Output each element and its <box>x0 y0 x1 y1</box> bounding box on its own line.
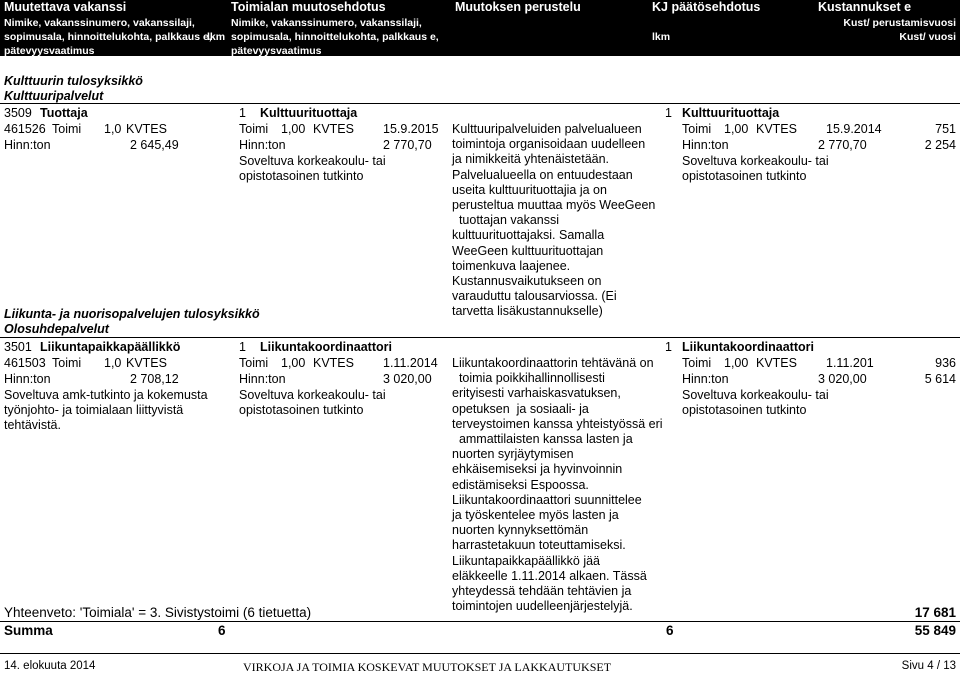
s2-old-requirement-2: työnjohto- ja toimialaan liittyvistä <box>4 403 184 417</box>
s2-reason-line: opetuksen ja sosiaali- ja <box>452 401 589 416</box>
s2-reason-line: Liikuntakoordinaattori suunnittelee <box>452 492 642 507</box>
s1-kj-pay-label: Hinn:ton <box>682 138 729 152</box>
s1-new-date: 15.9.2015 <box>383 122 439 136</box>
s2-new-requirement-1: Soveltuva korkeakoulu- tai <box>239 388 386 402</box>
sum-total: 55 849 <box>914 623 956 638</box>
s1-new-requirement-1: Soveltuva korkeakoulu- tai <box>239 154 386 168</box>
s2-reason-line: nuorten kynnyksettömän <box>452 523 589 538</box>
s2-kj-date: 1.11.201 <box>826 356 874 370</box>
s1-kj-date: 15.9.2014 <box>826 122 882 136</box>
header-col1-lkm: lkm <box>207 31 226 43</box>
header-col3-title: Muutoksen perustelu <box>455 0 581 14</box>
s1-old-pay-value: 2 645,49 <box>130 138 179 152</box>
s1-cost-first-year: 751 <box>935 122 956 136</box>
s2-reason-line: toimia poikkihallinnollisesti <box>452 371 605 386</box>
s1-kj-amount: 1,00 <box>724 122 749 136</box>
s2-reason-line: ammattilaisten kanssa lasten ja <box>452 432 633 447</box>
header-col2-sub3: pätevyysvaatimus <box>231 45 322 57</box>
s2-reason-line: ja työskentelee myös lasten ja <box>452 508 619 523</box>
s2-reason-line: nuorten syrjäytymisen <box>452 447 574 462</box>
footer-divider <box>0 653 960 654</box>
header-col1-sub1: Nimike, vakanssinumero, vakanssilaji, <box>4 17 195 29</box>
s1-reason-line: Kustannusvaikutukseen on <box>452 274 602 289</box>
header-col5-sub2: Kust/ vuosi <box>899 31 956 43</box>
s2-title: Liikuntapaikkapäällikkö <box>40 340 181 354</box>
sum-count-kj: 6 <box>666 623 674 638</box>
s2-kj-amount: 1,00 <box>724 356 749 370</box>
section2-unit-heading: Liikunta- ja nuorisopalvelujen tulosyksikkö <box>4 307 260 321</box>
s1-reason-line: ja nimikkeitä yhtenäistetään. <box>452 152 610 167</box>
s2-old-agreement: KVTES <box>126 356 167 370</box>
footer-title: VIRKOJA JA TOIMIA KOSKEVAT MUUTOKSET JA LAKKAUTUKSET <box>243 660 612 674</box>
s2-cost-per-year: 5 614 <box>924 372 956 386</box>
header-col2-sub2: sopimusala, hinnoittelukohta, palkkaus e, <box>231 31 439 43</box>
s2-new-type: Toimi <box>239 356 269 370</box>
overview-total: 17 681 <box>914 605 956 620</box>
overview-label: Yhteenveto: 'Toimiala' = 3. Sivistystoimi (6 tietuetta) <box>4 605 312 620</box>
header-col5-title: Kustannukset e <box>818 0 912 14</box>
s1-reason-line: tarvetta lisäkustannukselle) <box>452 304 603 319</box>
s2-reason-line: Liikuntakoordinaattorin tehtävänä on <box>452 356 654 370</box>
s2-reason-line: edistämiseksi Espoossa. <box>452 477 589 492</box>
s1-old-number: 461526 <box>4 122 46 136</box>
s2-new-title: Liikuntakoordinaattori <box>260 340 392 354</box>
s1-reason-line: toimintoja organisoidaan uudelleen <box>452 137 646 152</box>
s2-old-pay-value: 2 708,12 <box>130 372 179 386</box>
divider <box>0 621 960 622</box>
s1-reason-line: useita kulttuurituottajia ja on <box>452 182 607 197</box>
s1-kj-requirement-1: Soveltuva korkeakoulu- tai <box>682 154 829 168</box>
s2-kj-count: 1 <box>665 340 672 354</box>
sum-count-current: 6 <box>218 623 226 638</box>
s2-reason-line: Liikuntapaikkapäällikkö jää <box>452 553 601 568</box>
s2-reason <box>452 356 663 614</box>
s2-new-agreement: KVTES <box>313 356 354 370</box>
s1-old-amount: 1,0 <box>104 122 122 136</box>
s1-kj-type: Toimi <box>682 122 712 136</box>
s1-reason-line: tuottajan vakanssi <box>452 213 560 228</box>
s1-reason <box>452 122 655 320</box>
s1-kj-pay-value: 2 770,70 <box>818 138 867 152</box>
section2-service-heading: Olosuhdepalvelut <box>4 322 109 336</box>
s2-reason-line: yhteydessä tehdään tehtävien ja <box>452 584 632 599</box>
s2-new-pay-label: Hinn:ton <box>239 372 286 386</box>
s2-reason-line: eläkkeelle 1.11.2014 alkaen. Tässä <box>452 568 647 583</box>
s1-cost-per-year: 2 254 <box>924 138 956 152</box>
s1-new-pay-label: Hinn:ton <box>239 138 286 152</box>
section1-service-heading: Kulttuuripalvelut <box>4 89 104 103</box>
header-col2-title: Toimialan muutosehdotus <box>231 0 386 14</box>
s1-new-type: Toimi <box>239 122 269 136</box>
s2-kj-pay-value: 3 020,00 <box>818 372 867 386</box>
s1-old-type: Toimi <box>52 122 82 136</box>
s1-code: 3509 <box>4 106 32 120</box>
s1-reason-line: Palvelualueella on entuudestaan <box>452 167 633 182</box>
s1-reason-line: varauduttu talousarviossa. (Ei <box>452 289 617 304</box>
s2-old-amount: 1,0 <box>104 356 122 370</box>
s1-kj-agreement: KVTES <box>756 122 797 136</box>
s1-kj-title: Kulttuurituottaja <box>682 106 780 120</box>
s2-old-requirement-1: Soveltuva amk-tutkinto ja kokemusta <box>4 388 208 402</box>
s2-kj-pay-label: Hinn:ton <box>682 372 729 386</box>
header-col4-lkm: lkm <box>652 31 671 43</box>
s2-old-pay-label: Hinn:ton <box>4 372 51 386</box>
s1-new-amount: 1,00 <box>281 122 306 136</box>
s1-new-requirement-2: opistotasoinen tutkinto <box>239 169 364 183</box>
s2-count: 1 <box>239 340 246 354</box>
s1-new-pay-value: 2 770,70 <box>383 138 432 152</box>
s2-reason-line: harrastetakuun toteuttamiseksi. <box>452 538 626 553</box>
s2-kj-requirement-2: opistotasoinen tutkinto <box>682 403 807 417</box>
s1-old-pay-label: Hinn:ton <box>4 138 51 152</box>
table-header <box>0 0 960 56</box>
header-col5-sub1: Kust/ perustamisvuosi <box>843 17 956 29</box>
s2-kj-type: Toimi <box>682 356 712 370</box>
s2-cost-first-year: 936 <box>935 356 956 370</box>
s1-count: 1 <box>239 106 246 120</box>
s1-reason-line: perusteltua muuttaa myös WeeGeen <box>452 198 656 213</box>
s1-new-title: Kulttuurituottaja <box>260 106 358 120</box>
header-col2-sub1: Nimike, vakanssinumero, vakanssilaji, <box>231 17 422 29</box>
s1-reason-line: Kulttuuripalveluiden palvelualueen <box>452 122 642 136</box>
divider <box>0 103 960 104</box>
s2-new-date: 1.11.2014 <box>383 356 438 370</box>
header-col1-sub3: pätevyysvaatimus <box>4 45 95 57</box>
s2-new-requirement-2: opistotasoinen tutkinto <box>239 403 364 417</box>
s1-reason-line: kulttuurituottajaksi. Samalla <box>452 228 605 243</box>
s2-reason-line: ehkäisemiseksi ja hyvinvoinnin <box>452 462 623 477</box>
s2-kj-title: Liikuntakoordinaattori <box>682 340 814 354</box>
header-col4-title: KJ päätösehdotus <box>652 0 761 14</box>
s2-old-number: 461503 <box>4 356 46 370</box>
s1-reason-line: toimenkuva laajenee. <box>452 258 571 273</box>
s1-title: Tuottaja <box>40 106 88 120</box>
s1-kj-count: 1 <box>665 106 672 120</box>
section1-unit-heading: Kulttuurin tulosyksikkö <box>4 74 143 88</box>
s1-kj-requirement-2: opistotasoinen tutkinto <box>682 169 807 183</box>
s1-reason-line: WeeGeen kulttuurituottajan <box>452 243 604 258</box>
footer-page-number: Sivu 4 / 13 <box>901 660 956 672</box>
s2-code: 3501 <box>4 340 32 354</box>
sum-label: Summa <box>4 623 53 638</box>
s2-new-pay-value: 3 020,00 <box>383 372 432 386</box>
header-col1-sub2: sopimusala, hinnoittelukohta, palkkaus e, <box>4 31 212 43</box>
s2-kj-requirement-1: Soveltuva korkeakoulu- tai <box>682 388 829 402</box>
s2-old-requirement-3: tehtävistä. <box>4 418 61 432</box>
s2-old-type: Toimi <box>52 356 82 370</box>
s2-reason-line: toimintojen uudelleenjärjestelyjä. <box>452 599 633 614</box>
header-col1-title: Muutettava vakanssi <box>4 0 127 14</box>
s2-new-amount: 1,00 <box>281 356 306 370</box>
divider <box>0 337 960 338</box>
footer-date: 14. elokuuta 2014 <box>4 660 96 672</box>
s1-new-agreement: KVTES <box>313 122 354 136</box>
s1-old-agreement: KVTES <box>126 122 167 136</box>
s2-reason-line: erityisesti varhaiskasvatuksen, <box>452 386 621 401</box>
s2-kj-agreement: KVTES <box>756 356 797 370</box>
s2-reason-line: terveystoimen kanssa yhteistyössä eri <box>452 416 663 431</box>
